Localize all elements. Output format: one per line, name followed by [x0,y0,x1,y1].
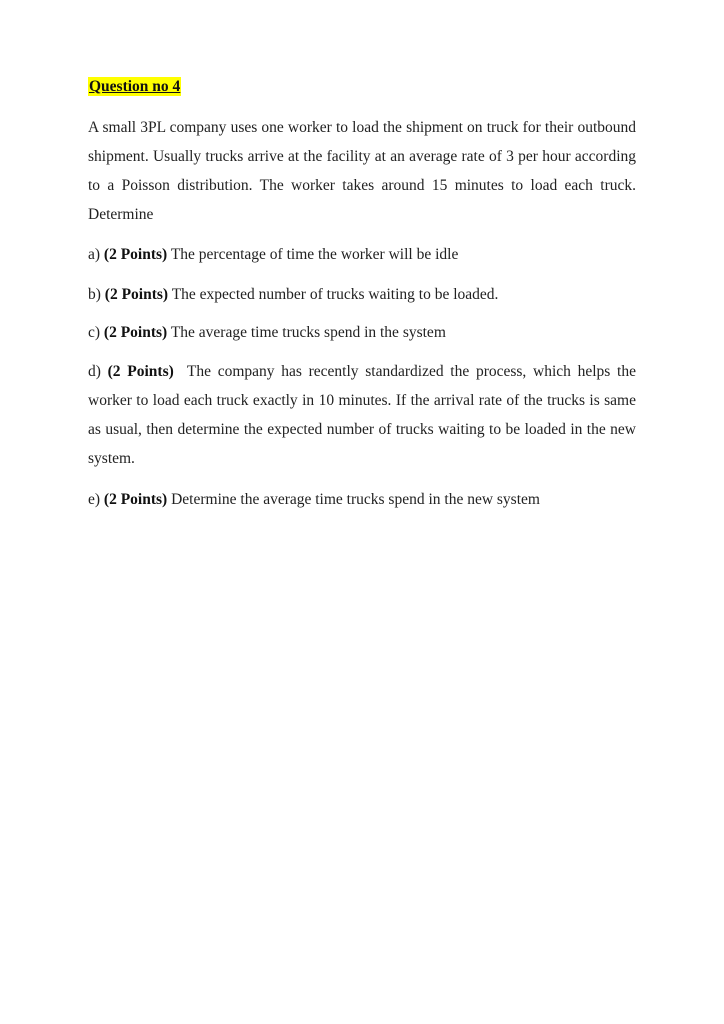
sub-question-text: The percentage of time the worker will be idle [170,246,459,263]
points-label: (2 Points) [103,491,168,508]
sub-question-text: The company has recently standardized the process, which helps the worker to load each truck exactly in 10 minutes. If the arrival rate of the trucks is same as usual, then determine the expected number of trucks waiting to be loaded in the new system. [88,363,636,467]
question-heading: Question no 4 [89,78,181,95]
sub-question-label: b) [88,286,101,303]
sub-question-label: a) [88,246,101,263]
sub-question-d [88,357,636,473]
sub-question-text: Determine the average time trucks spend in the new system [171,491,540,508]
sub-question-label: e) [88,491,101,508]
sub-question-text: The expected number of trucks waiting to be loaded. [171,286,499,303]
sub-question-text: The average time trucks spend in the system [170,324,446,341]
sub-question-a [88,240,636,269]
points-label: (2 Points) [103,246,168,263]
sub-question-e [88,485,636,514]
points-label: (2 Points) [104,286,169,303]
sub-question-c [88,318,636,347]
points-label: (2 Points) [107,363,174,380]
sub-question-b [88,280,636,309]
sub-question-label: c) [88,324,101,341]
points-label: (2 Points) [103,324,168,341]
question-intro: A small 3PL company uses one worker to load the shipment on truck for their outbound shipment. Usually trucks arrive at the facility at an average rate of 3 per hour according to a Poisson distribution. The worker takes around 15 minutes to load each truck. Determine [88,119,636,223]
sub-question-label: d) [88,363,101,380]
